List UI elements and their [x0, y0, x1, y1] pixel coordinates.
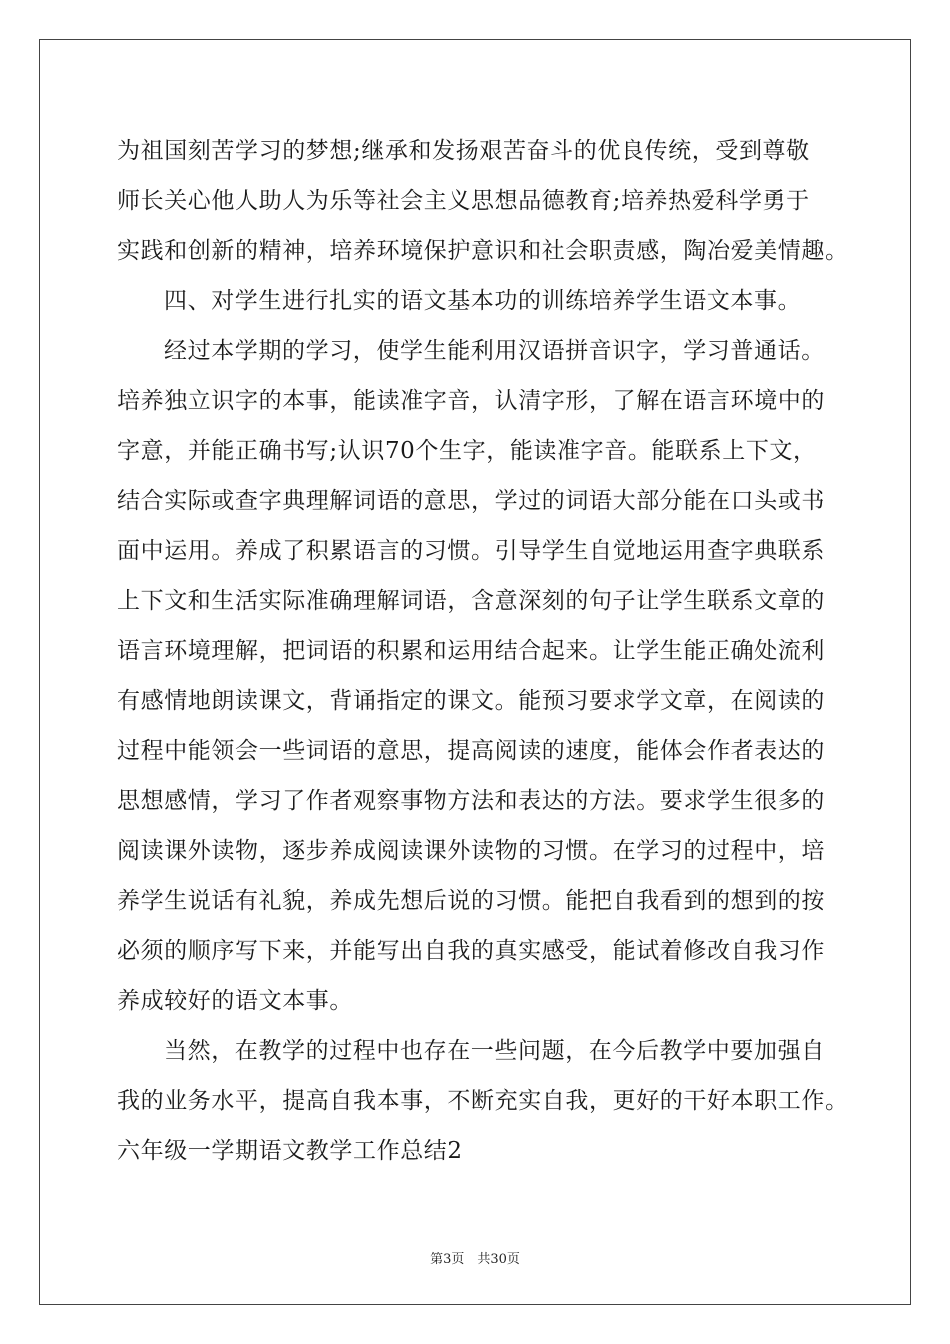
text-line: 经过本学期的学习，使学生能利用汉语拼音识字，学习普通话。	[164, 338, 825, 364]
text-line: 养学生说话有礼貌，养成先想后说的习惯。能把自我看到的想到的按	[117, 888, 825, 914]
text-line: 为祖国刻苦学习的梦想;继承和发扬艰苦奋斗的优良传统，受到尊敬	[117, 138, 810, 164]
text-line: 六年级一学期语文教学工作总结2	[117, 1138, 463, 1164]
page-footer: 第3页 共30页	[430, 1252, 520, 1267]
text-line: 过程中能领会一些词语的意思，提高阅读的速度，能体会作者表达的	[117, 738, 825, 764]
text-line: 师长关心他人助人为乐等社会主义思想品德教育;培养热爱科学勇于	[117, 188, 810, 214]
text-line: 字意，并能正确书写;认识70个生字，能读准字音。能联系上下文，	[117, 438, 817, 464]
text-line: 必须的顺序写下来，并能写出自我的真实感受，能试着修改自我习作	[117, 938, 825, 964]
text-line: 上下文和生活实际准确理解词语，含意深刻的句子让学生联系文章的	[117, 588, 825, 614]
text-line: 阅读课外读物，逐步养成阅读课外读物的习惯。在学习的过程中，培	[117, 838, 825, 864]
text-line: 有感情地朗读课文，背诵指定的课文。能预习要求学文章，在阅读的	[117, 688, 825, 714]
text-line: 培养独立识字的本事，能读准字音，认清字形，了解在语言环境中的	[117, 388, 825, 414]
text-line: 养成较好的语文本事。	[117, 988, 353, 1014]
text-line: 当然，在教学的过程中也存在一些问题，在今后教学中要加强自	[164, 1038, 825, 1064]
text-line: 四、对学生进行扎实的语文基本功的训练培养学生语文本事。	[164, 288, 802, 314]
document-body	[117, 126, 849, 1176]
text-line: 语言环境理解，把词语的积累和运用结合起来。让学生能正确处流利	[117, 638, 825, 664]
text-line: 实践和创新的精神，培养环境保护意识和社会职责感，陶冶爱美情趣。	[117, 238, 849, 264]
text-line: 思想感情，学习了作者观察事物方法和表达的方法。要求学生很多的	[117, 788, 825, 814]
text-line: 我的业务水平，提高自我本事，不断充实自我，更好的干好本职工作。	[117, 1088, 849, 1114]
text-line: 结合实际或查字典理解词语的意思，学过的词语大部分能在口头或书	[117, 488, 825, 514]
text-line: 面中运用。养成了积累语言的习惯。引导学生自觉地运用查字典联系	[117, 538, 825, 564]
